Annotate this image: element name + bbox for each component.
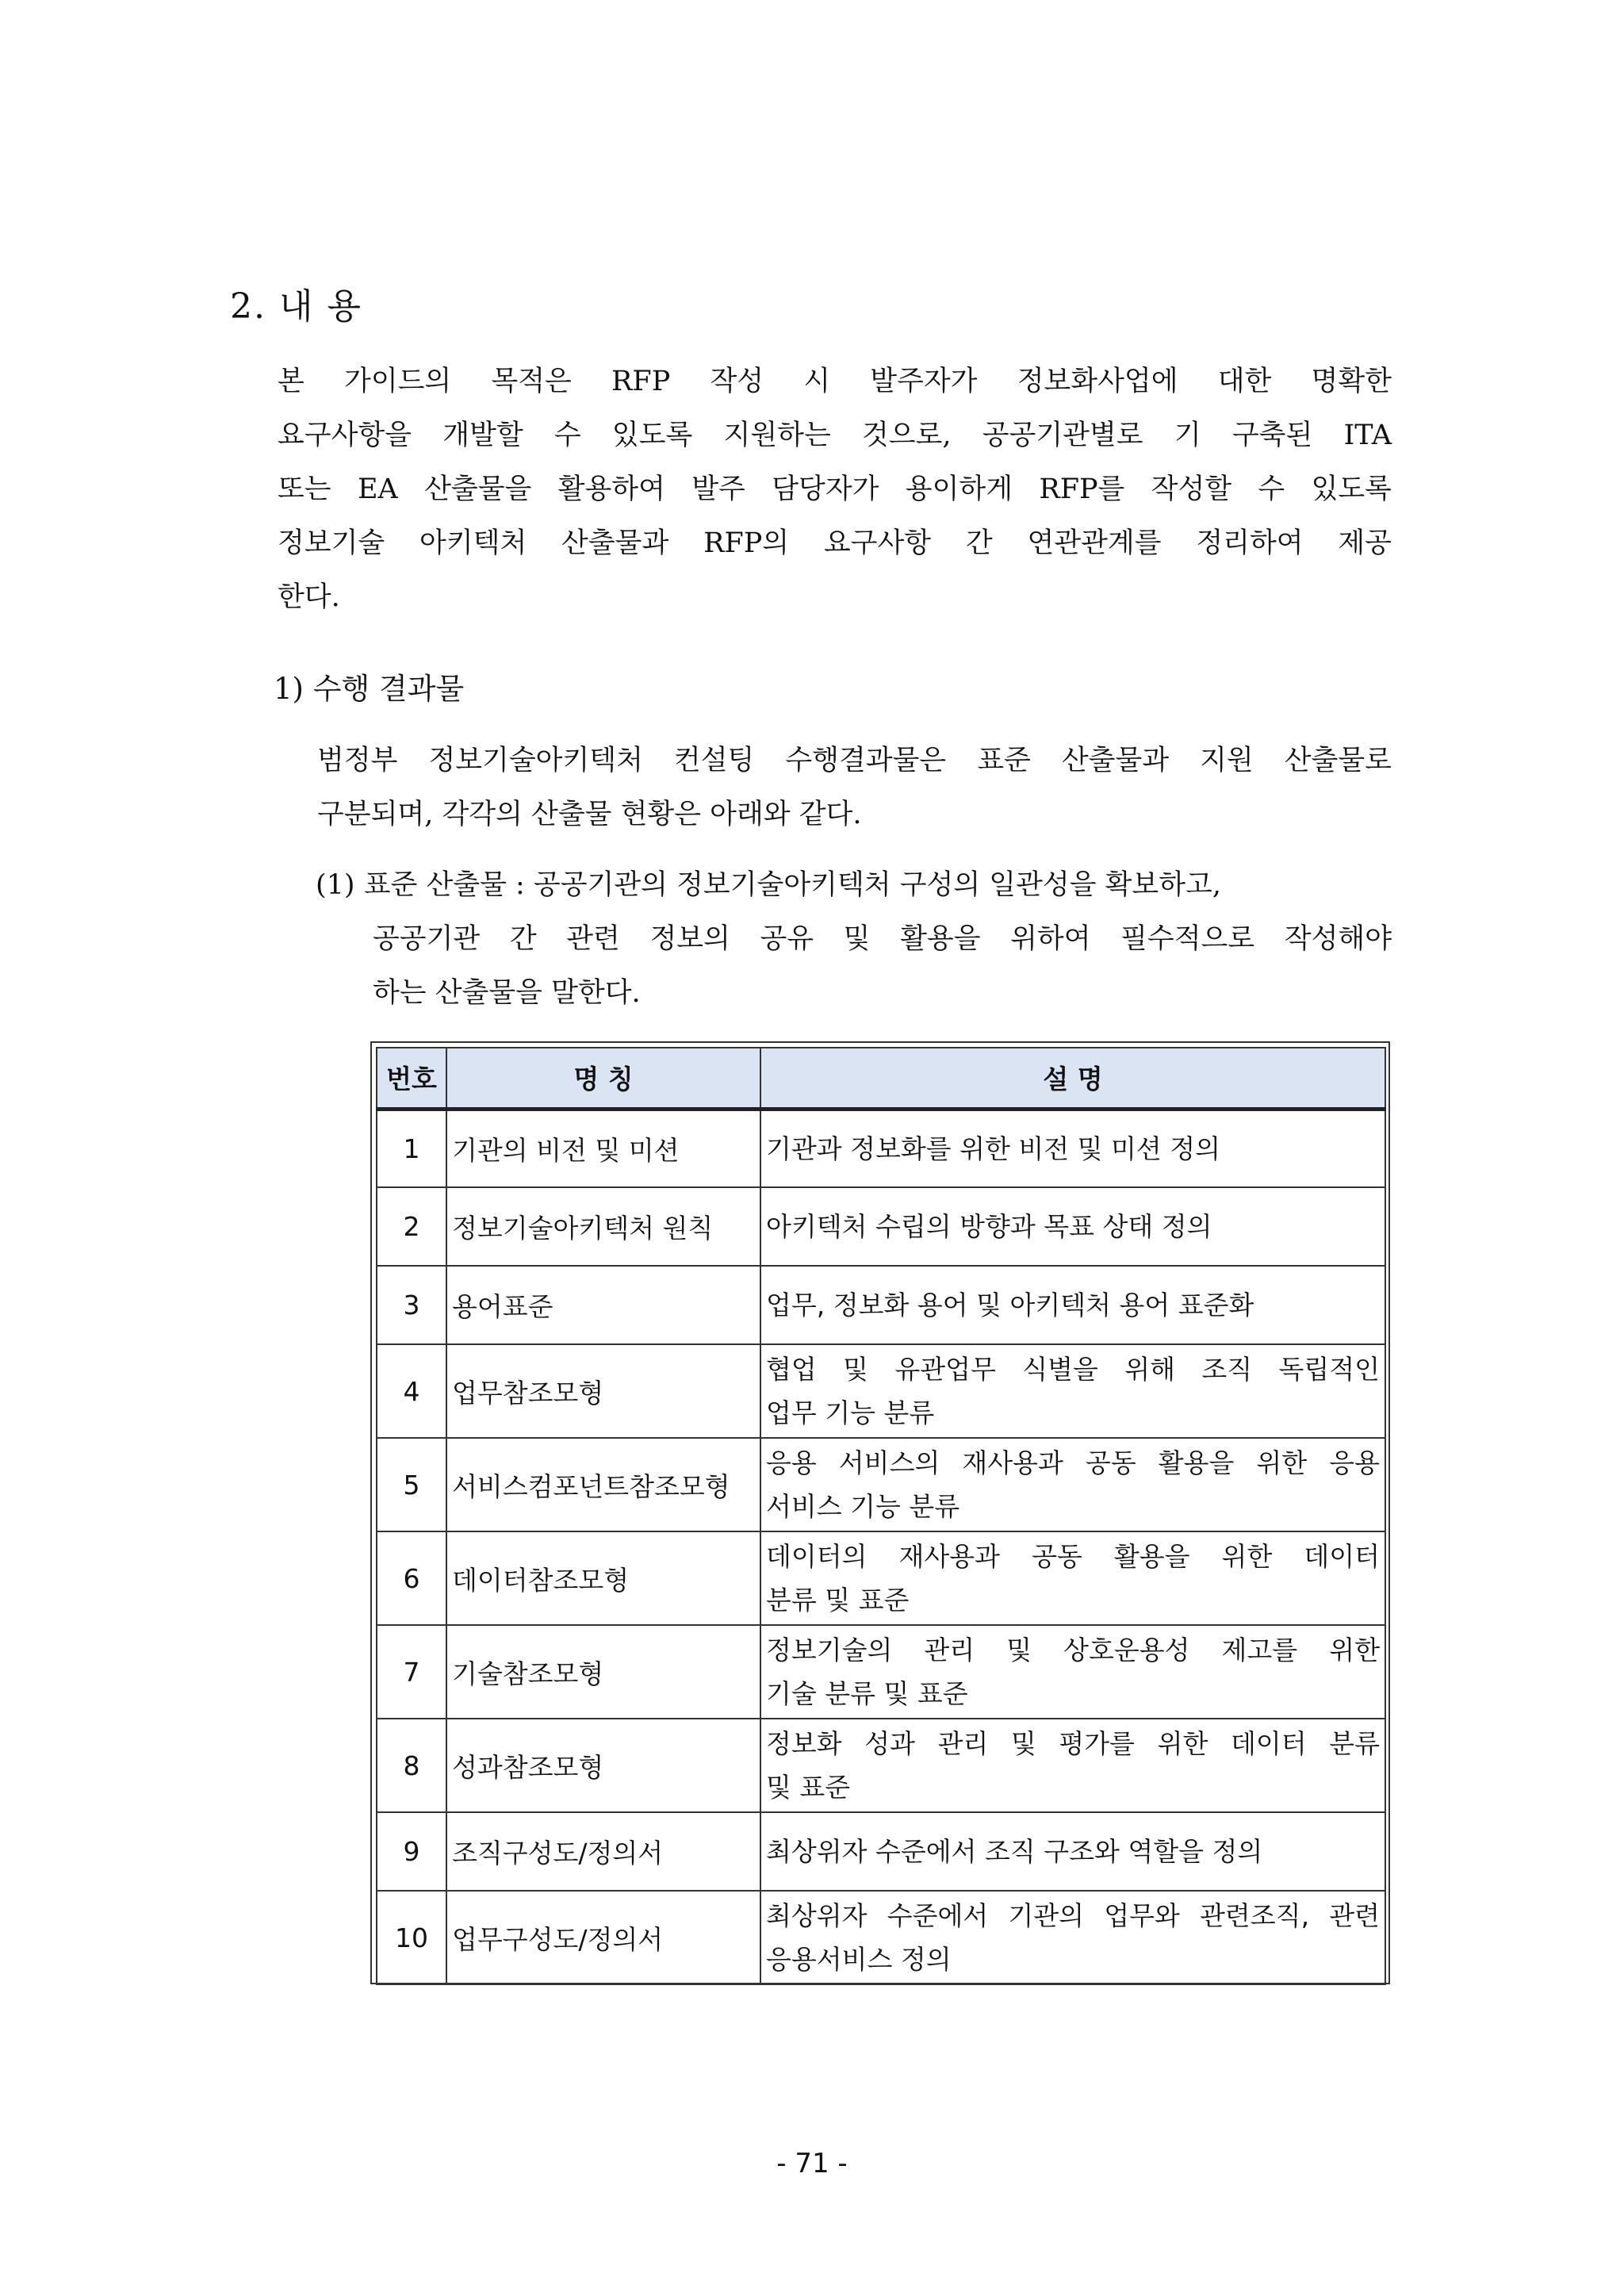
description-line: 업무, 정보화 용어 및 아키텍처 용어 표준화	[766, 1290, 1254, 1320]
row-number: 6	[377, 1531, 446, 1625]
description-line: 최상위자 수준에서 조직 구조와 역할을 정의	[766, 1836, 1263, 1867]
description-line: 기관과 정보화를 위한 비전 및 미션 정의	[766, 1133, 1220, 1164]
row-description	[760, 1719, 1385, 1812]
table-row	[377, 1266, 1385, 1344]
row-name: 조직구성도/정의서	[446, 1812, 760, 1891]
row-description	[760, 1891, 1385, 1984]
item-line: 공공기관 간 관련 정보의 공유 및 활용을 위하여 필수적으로 작성해야	[373, 923, 1392, 955]
subsection-line: 범정부 정보기술아키텍처 컨설팅 수행결과물은 표준 산출물과 지원 산출물로	[317, 745, 1392, 776]
row-description	[760, 1187, 1385, 1266]
table-row	[377, 1187, 1385, 1266]
row-name: 기술참조모형	[446, 1625, 760, 1719]
row-name: 업무참조모형	[446, 1344, 760, 1438]
row-number: 5	[377, 1438, 446, 1531]
description-line: 최상위자 수준에서 기관의 업무와 관련조직, 관련	[766, 1900, 1380, 1931]
description-line: 분류 및 표준	[766, 1585, 910, 1616]
header-number: 번호	[377, 1048, 446, 1109]
row-number: 3	[377, 1266, 446, 1344]
description-line: 협업 및 유관업무 식별을 위해 조직 독립적인	[766, 1354, 1380, 1385]
row-description	[760, 1109, 1385, 1187]
description-line: 데이터의 재사용과 공동 활용을 위한 데이터	[766, 1541, 1380, 1572]
intro-line: 요구사항을 개발할 수 있도록 지원하는 것으로, 공공기관별로 기 구축된 ITA	[278, 420, 1392, 451]
intro-line: 한다.	[278, 581, 340, 613]
page-number: - 71 -	[776, 2148, 848, 2179]
row-name: 업무구성도/정의서	[446, 1891, 760, 1984]
subsection-title: 1) 수행 결과물	[274, 672, 465, 706]
row-number: 10	[377, 1891, 446, 1984]
header-description: 설 명	[760, 1048, 1385, 1109]
description-line: 아키텍처 수립의 방향과 목표 상태 정의	[766, 1211, 1212, 1242]
row-name: 기관의 비전 및 미션	[446, 1109, 760, 1187]
artifact-table-frame	[370, 1041, 1390, 1984]
description-line: 기술 분류 및 표준	[766, 1678, 968, 1709]
row-number: 9	[377, 1812, 446, 1891]
row-name: 용어표준	[446, 1266, 760, 1344]
description-line: 응용 서비스의 재사용과 공동 활용을 위한 응용	[766, 1447, 1380, 1478]
description-line: 및 표준	[766, 1772, 851, 1803]
row-number: 4	[377, 1344, 446, 1438]
description-line: 응용서비스 정의	[766, 1944, 952, 1975]
item-heading: (1) 표준 산출물 : 공공기관의 정보기술아키텍처 구성의 일관성을 확보하고,	[316, 869, 1221, 901]
row-name: 성과참조모형	[446, 1719, 760, 1812]
header-name: 명 칭	[446, 1048, 760, 1109]
intro-line: 정보기술 아키텍처 산출물과 RFP의 요구사항 간 연관관계를 정리하여 제공	[278, 527, 1392, 559]
description-line: 정보화 성과 관리 및 평가를 위한 데이터 분류	[766, 1728, 1380, 1759]
row-name: 정보기술아키텍처 원칙	[446, 1187, 760, 1266]
table-row	[377, 1438, 1385, 1531]
description-line: 업무 기능 분류	[766, 1397, 935, 1428]
item-paragraph	[373, 912, 1392, 1020]
row-description	[760, 1531, 1385, 1625]
table-row	[377, 1812, 1385, 1891]
row-number: 1	[377, 1109, 446, 1187]
row-number: 2	[377, 1187, 446, 1266]
subsection-paragraph	[317, 734, 1392, 841]
intro-line: 본 가이드의 목적은 RFP 작성 시 발주자가 정보화사업에 대한 명확한	[278, 366, 1392, 397]
table-row	[377, 1719, 1385, 1812]
table-header-row	[377, 1048, 1385, 1109]
table-row	[377, 1625, 1385, 1719]
subsection-line: 구분되며, 각각의 산출물 현황은 아래와 같다.	[317, 799, 862, 830]
artifact-table	[376, 1047, 1386, 1985]
intro-line: 또는 EA 산출물을 활용하여 발주 담당자가 용이하게 RFP를 작성할 수 있도록	[278, 473, 1392, 505]
table-row	[377, 1891, 1385, 1984]
table-row	[377, 1531, 1385, 1625]
description-line: 정보기술의 관리 및 상호운용성 제고를 위한	[766, 1635, 1380, 1665]
intro-paragraph	[278, 355, 1392, 624]
row-name: 서비스컴포넌트참조모형	[446, 1438, 760, 1531]
row-description	[760, 1812, 1385, 1891]
table-row	[377, 1109, 1385, 1187]
section-title: 2. 내 용	[230, 286, 362, 327]
row-number: 7	[377, 1625, 446, 1719]
row-description	[760, 1266, 1385, 1344]
row-description	[760, 1344, 1385, 1438]
row-name: 데이터참조모형	[446, 1531, 760, 1625]
row-description	[760, 1625, 1385, 1719]
row-description	[760, 1438, 1385, 1531]
description-line: 서비스 기능 분류	[766, 1491, 960, 1522]
item-line: 하는 산출물을 말한다.	[373, 977, 641, 1009]
row-number: 8	[377, 1719, 446, 1812]
table-row	[377, 1344, 1385, 1438]
